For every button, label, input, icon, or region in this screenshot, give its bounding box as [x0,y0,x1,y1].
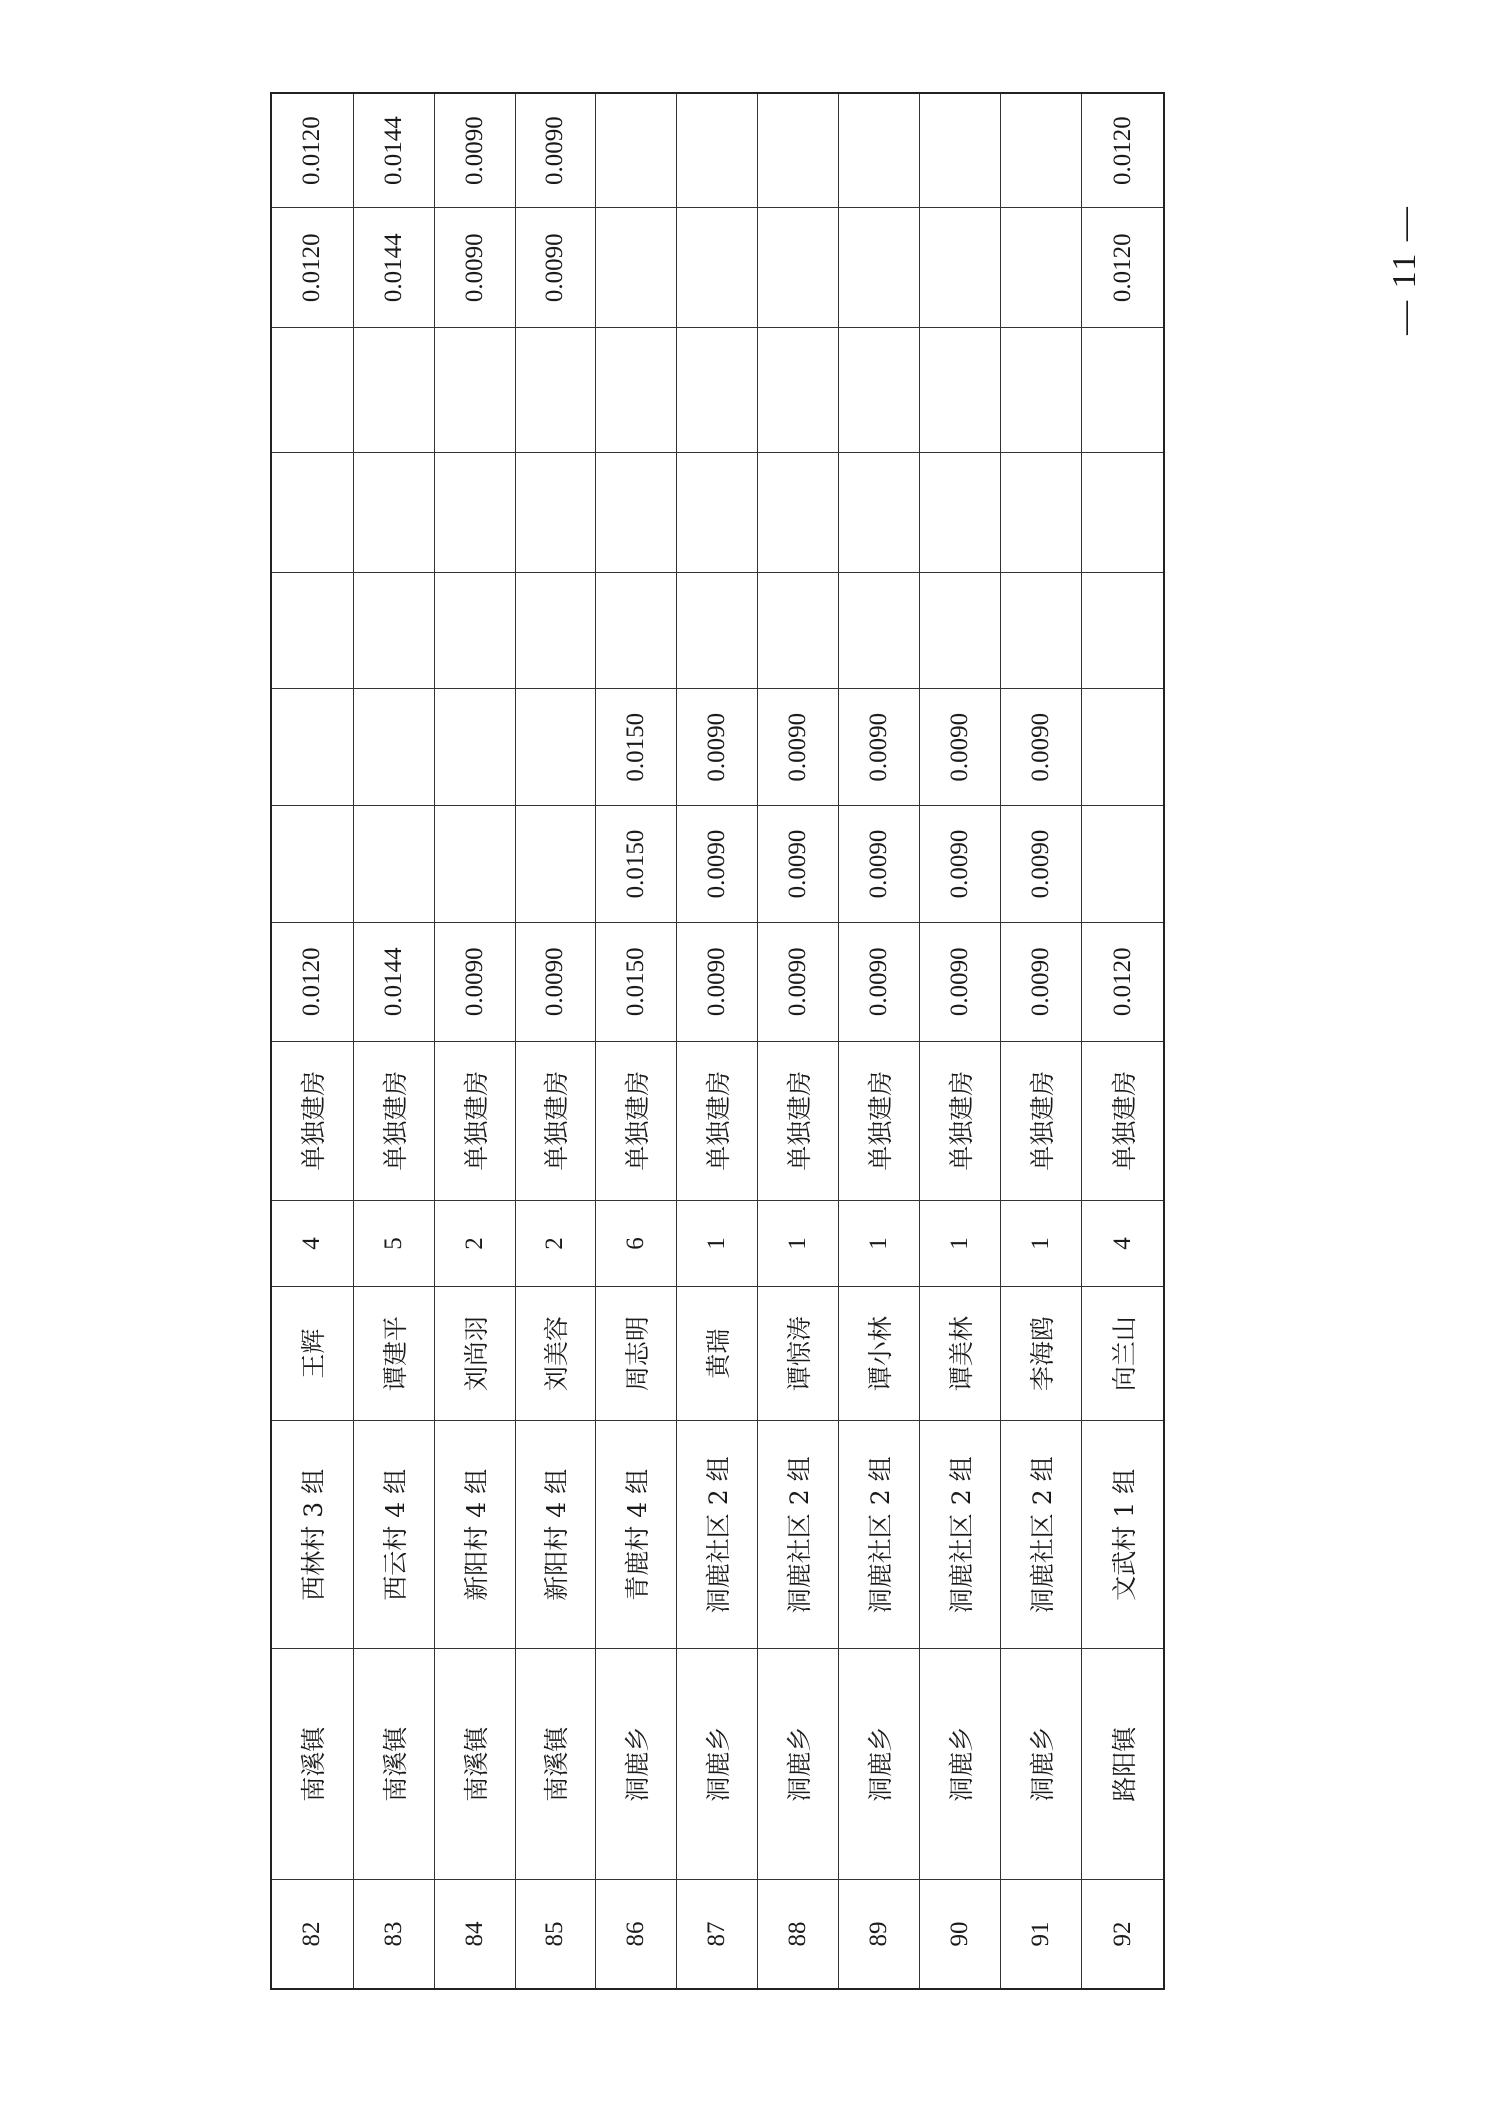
village-group-cell: 洞鹿社区 2 组 [839,1421,920,1649]
build-type-cell: 单独建房 [920,1041,1001,1200]
area-col-2-cell [434,806,515,923]
area-col-6-cell [515,328,596,453]
build-type-cell: 单独建房 [434,1041,515,1200]
table-row [920,93,1001,1989]
area-col-3-cell: 0.0090 [677,689,758,806]
town-cell: 南溪镇 [353,1649,434,1879]
row-number-cell: 82 [271,1879,353,1989]
area-col-6-cell [1082,328,1164,453]
area-col-2-cell [353,806,434,923]
area-col-4-cell [677,572,758,689]
area-col-6-cell [271,328,353,453]
area-col-3-cell [515,689,596,806]
area-col-7-cell: 0.0120 [271,208,353,328]
town-cell: 南溪镇 [434,1649,515,1879]
rotated-table-sheet [270,92,1165,1990]
table-body [271,93,1164,1989]
build-type-cell: 单独建房 [758,1041,839,1200]
village-group-cell: 洞鹿社区 2 组 [920,1421,1001,1649]
build-type-cell: 单独建房 [596,1041,677,1200]
area-col-4-cell [353,572,434,689]
table-row [758,93,839,1989]
build-type-cell: 单独建房 [839,1041,920,1200]
applicant-name-cell: 谭美林 [920,1287,1001,1421]
row-number-cell: 86 [596,1879,677,1989]
table-row [515,93,596,1989]
area-col-4-cell [1001,572,1082,689]
town-cell: 洞鹿乡 [677,1649,758,1879]
area-col-5-cell [353,452,434,572]
row-number-cell: 92 [1082,1879,1164,1989]
household-count-cell: 5 [353,1200,434,1286]
area-col-7-cell [920,208,1001,328]
area-col-7-cell [677,208,758,328]
area-col-5-cell [1082,452,1164,572]
applicant-name-cell: 刘尚羽 [434,1287,515,1421]
area-col-2-cell: 0.0090 [677,806,758,923]
row-number-cell: 89 [839,1879,920,1989]
area-col-3-cell: 0.0150 [596,689,677,806]
area-total-cell: 0.0150 [596,922,677,1041]
town-cell: 路阳镇 [1082,1649,1164,1879]
row-number-cell: 91 [1001,1879,1082,1989]
area-col-8-cell [920,93,1001,208]
area-col-5-cell [596,452,677,572]
area-col-5-cell [515,452,596,572]
area-col-5-cell [758,452,839,572]
row-number-cell: 88 [758,1879,839,1989]
build-type-cell: 单独建房 [353,1041,434,1200]
row-number-cell: 83 [353,1879,434,1989]
area-total-cell: 0.0090 [758,922,839,1041]
household-count-cell: 1 [920,1200,1001,1286]
household-count-cell: 1 [677,1200,758,1286]
area-col-2-cell [1082,806,1164,923]
area-col-6-cell [758,328,839,453]
area-col-4-cell [758,572,839,689]
area-col-6-cell [1001,328,1082,453]
area-col-5-cell [1001,452,1082,572]
area-col-6-cell [434,328,515,453]
household-count-cell: 4 [271,1200,353,1286]
table-row [353,93,434,1989]
table-row [839,93,920,1989]
table-row [596,93,677,1989]
applicant-name-cell: 向兰山 [1082,1287,1164,1421]
area-col-5-cell [271,452,353,572]
build-type-cell: 单独建房 [271,1041,353,1200]
area-total-cell: 0.0120 [1082,922,1164,1041]
row-number-cell: 84 [434,1879,515,1989]
area-col-7-cell [839,208,920,328]
area-col-3-cell [1082,689,1164,806]
area-col-3-cell: 0.0090 [758,689,839,806]
land-use-table [270,92,1165,1990]
area-col-3-cell: 0.0090 [839,689,920,806]
area-col-4-cell [271,572,353,689]
area-col-7-cell [758,208,839,328]
area-col-4-cell [596,572,677,689]
town-cell: 洞鹿乡 [596,1649,677,1879]
area-col-5-cell [677,452,758,572]
row-number-cell: 87 [677,1879,758,1989]
build-type-cell: 单独建房 [1082,1041,1164,1200]
area-col-6-cell [677,328,758,453]
area-col-3-cell [353,689,434,806]
household-count-cell: 1 [839,1200,920,1286]
area-col-3-cell [271,689,353,806]
table-row [1082,93,1164,1989]
area-col-5-cell [839,452,920,572]
area-col-8-cell [1001,93,1082,208]
household-count-cell: 6 [596,1200,677,1286]
area-col-6-cell [596,328,677,453]
village-group-cell: 新阳村 4 组 [515,1421,596,1649]
household-count-cell: 2 [515,1200,596,1286]
area-col-6-cell [920,328,1001,453]
area-col-7-cell: 0.0120 [1082,208,1164,328]
area-total-cell: 0.0090 [1001,922,1082,1041]
area-total-cell: 0.0090 [677,922,758,1041]
area-col-3-cell: 0.0090 [920,689,1001,806]
household-count-cell: 1 [1001,1200,1082,1286]
area-col-7-cell [596,208,677,328]
area-col-8-cell: 0.0144 [353,93,434,208]
area-col-2-cell: 0.0090 [920,806,1001,923]
area-col-5-cell [920,452,1001,572]
page-number [1350,170,1460,370]
area-col-3-cell: 0.0090 [1001,689,1082,806]
area-col-8-cell [758,93,839,208]
build-type-cell: 单独建房 [515,1041,596,1200]
table-row [677,93,758,1989]
area-col-8-cell [677,93,758,208]
area-col-7-cell: 0.0144 [353,208,434,328]
build-type-cell: 单独建房 [677,1041,758,1200]
area-col-2-cell: 0.0090 [1001,806,1082,923]
row-number-cell: 85 [515,1879,596,1989]
applicant-name-cell: 黄瑞 [677,1287,758,1421]
area-total-cell: 0.0090 [434,922,515,1041]
area-col-7-cell: 0.0090 [434,208,515,328]
applicant-name-cell: 谭小林 [839,1287,920,1421]
area-total-cell: 0.0090 [515,922,596,1041]
area-col-6-cell [353,328,434,453]
area-col-4-cell [515,572,596,689]
village-group-cell: 洞鹿社区 2 组 [758,1421,839,1649]
applicant-name-cell: 李海鸥 [1001,1287,1082,1421]
household-count-cell: 2 [434,1200,515,1286]
area-col-7-cell [1001,208,1082,328]
area-col-2-cell: 0.0150 [596,806,677,923]
area-col-8-cell: 0.0090 [434,93,515,208]
area-total-cell: 0.0090 [839,922,920,1041]
area-col-8-cell [596,93,677,208]
household-count-cell: 4 [1082,1200,1164,1286]
area-col-2-cell [271,806,353,923]
area-col-2-cell [515,806,596,923]
village-group-cell: 青鹿村 4 组 [596,1421,677,1649]
area-col-2-cell: 0.0090 [758,806,839,923]
applicant-name-cell: 王辉 [271,1287,353,1421]
area-col-8-cell: 0.0120 [271,93,353,208]
applicant-name-cell: 谭建平 [353,1287,434,1421]
area-col-8-cell [839,93,920,208]
build-type-cell: 单独建房 [1001,1041,1082,1200]
page-number-text: — 11 — [1386,205,1423,335]
area-col-4-cell [839,572,920,689]
table-row [434,93,515,1989]
area-col-4-cell [434,572,515,689]
area-total-cell: 0.0090 [920,922,1001,1041]
town-cell: 洞鹿乡 [839,1649,920,1879]
household-count-cell: 1 [758,1200,839,1286]
town-cell: 洞鹿乡 [1001,1649,1082,1879]
area-col-2-cell: 0.0090 [839,806,920,923]
town-cell: 南溪镇 [271,1649,353,1879]
applicant-name-cell: 谭惊涛 [758,1287,839,1421]
village-group-cell: 新阳村 4 组 [434,1421,515,1649]
area-total-cell: 0.0120 [271,922,353,1041]
village-group-cell: 洞鹿社区 2 组 [1001,1421,1082,1649]
town-cell: 洞鹿乡 [920,1649,1001,1879]
row-number-cell: 90 [920,1879,1001,1989]
town-cell: 南溪镇 [515,1649,596,1879]
town-cell: 洞鹿乡 [758,1649,839,1879]
applicant-name-cell: 周志明 [596,1287,677,1421]
village-group-cell: 西云村 4 组 [353,1421,434,1649]
area-col-8-cell: 0.0090 [515,93,596,208]
table-row [271,93,353,1989]
area-col-6-cell [839,328,920,453]
area-col-8-cell: 0.0120 [1082,93,1164,208]
applicant-name-cell: 刘美容 [515,1287,596,1421]
area-col-4-cell [920,572,1001,689]
village-group-cell: 洞鹿社区 2 组 [677,1421,758,1649]
area-col-3-cell [434,689,515,806]
area-col-7-cell: 0.0090 [515,208,596,328]
village-group-cell: 文武村 1 组 [1082,1421,1164,1649]
area-col-4-cell [1082,572,1164,689]
area-total-cell: 0.0144 [353,922,434,1041]
village-group-cell: 西林村 3 组 [271,1421,353,1649]
area-col-5-cell [434,452,515,572]
table-row [1001,93,1082,1989]
